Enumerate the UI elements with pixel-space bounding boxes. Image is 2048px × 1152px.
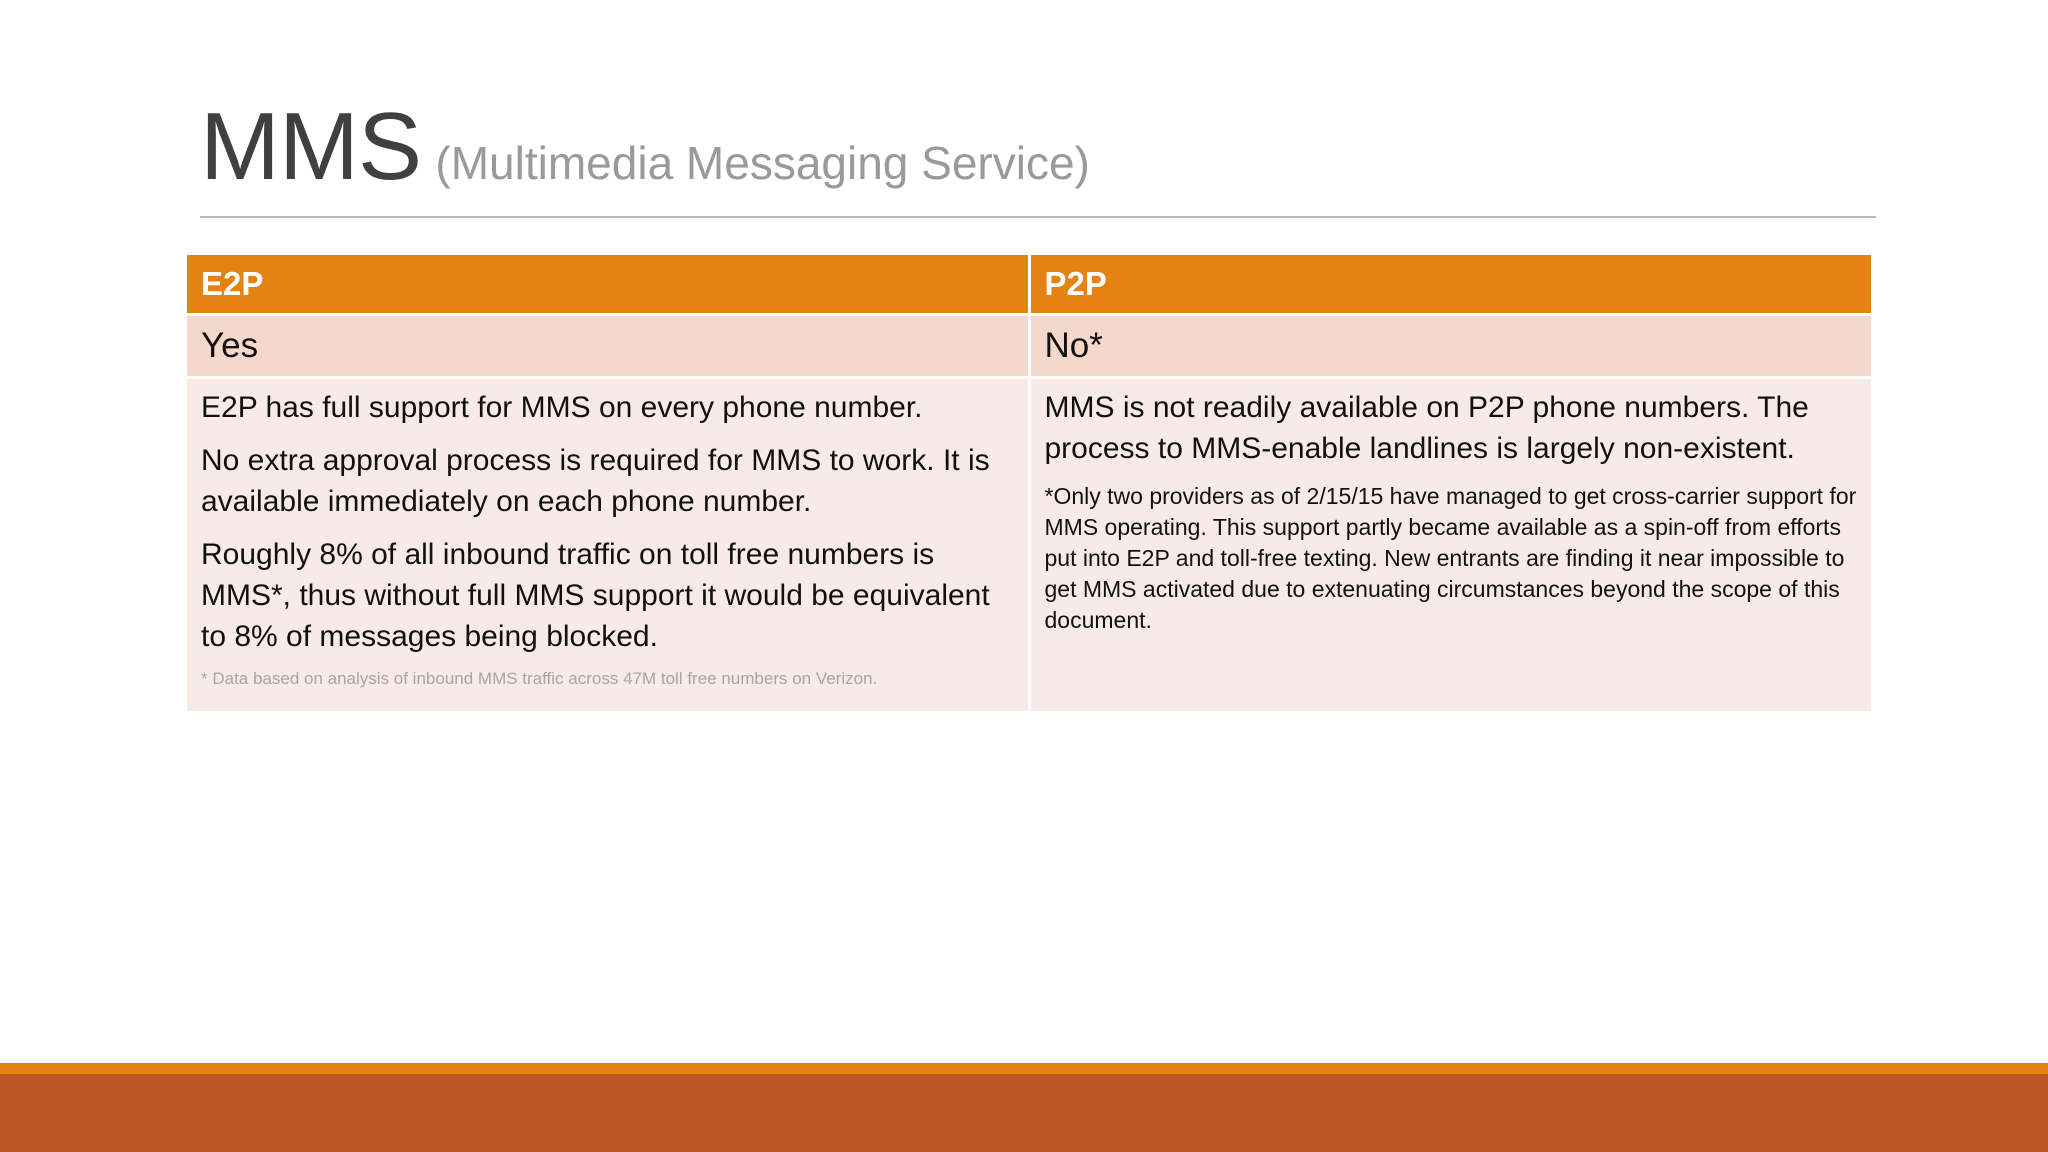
title-main: MMS — [200, 93, 421, 200]
answer-row — [187, 316, 1871, 376]
answer-p2p: No* — [1031, 316, 1872, 376]
p2p-paragraph: MMS is not readily available on P2P phone numbers. The process to MMS-enable landlines is largely non-existent. — [1044, 391, 1809, 465]
detail-e2p — [187, 379, 1028, 711]
title-subtitle: (Multimedia Messaging Service) — [435, 137, 1090, 189]
detail-p2p — [1031, 379, 1872, 711]
e2p-paragraph-3: Roughly 8% of all inbound traffic on toll free numbers is MMS*, thus without full MMS support it would be equivalent to 8% of messages being blocked. — [201, 538, 990, 653]
answer-e2p: Yes — [187, 316, 1028, 376]
footer-band-thin — [0, 1063, 2048, 1074]
header-row — [187, 255, 1871, 313]
e2p-paragraph-2: No extra approval process is required for MMS to work. It is available immediately on each phone number. — [201, 444, 990, 518]
comparison-table — [184, 252, 1874, 714]
e2p-footnote: * Data based on analysis of inbound MMS traffic across 47M toll free numbers on Verizon. — [201, 669, 878, 688]
slide-title — [200, 92, 1090, 202]
e2p-paragraph-1: E2P has full support for MMS on every phone number. — [201, 391, 923, 424]
footer-band-thick — [0, 1074, 2048, 1152]
header-e2p: E2P — [187, 255, 1028, 313]
detail-row — [187, 379, 1871, 711]
title-divider — [200, 216, 1876, 218]
p2p-note: *Only two providers as of 2/15/15 have managed to get cross-carrier support for MMS operating. This support partly became available as a spin-off from efforts put into E2P and toll-free texting. New entrants are finding it near impossible to get MMS activated due to extenuating circumstances beyond the scope of this document. — [1044, 483, 1857, 633]
header-p2p: P2P — [1031, 255, 1872, 313]
